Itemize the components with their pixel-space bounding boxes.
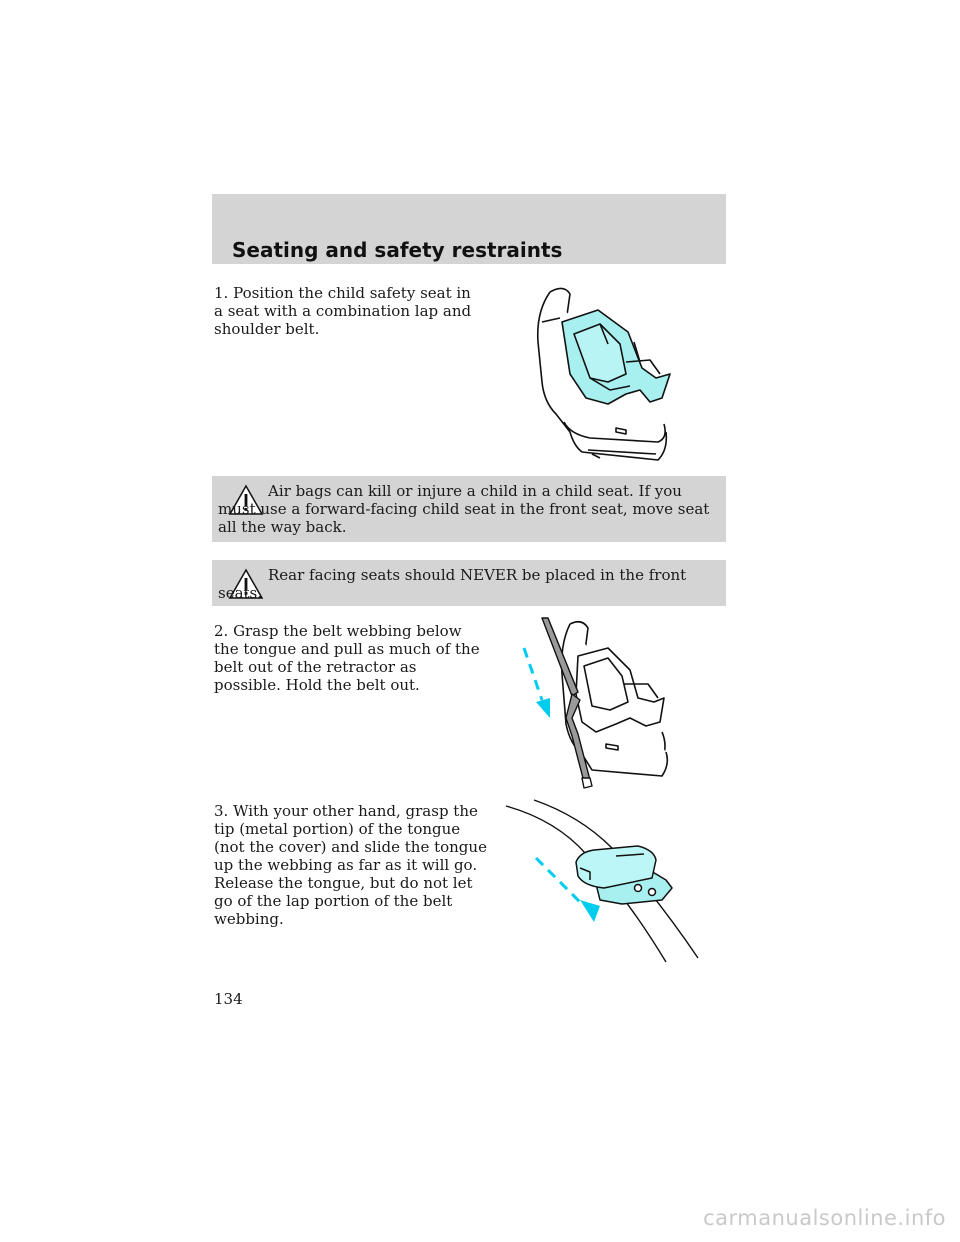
child-seat-belt-illustration-2: [520, 614, 680, 790]
section-title: Seating and safety restraints: [232, 238, 563, 262]
step-3-text: 3. With your other hand, grasp the tip (metal portion) of the tongue (not the cover) and slide the tongue up the webbing as far as it will go. Release the tongue, but do not let go of the lap portion of the belt webbing.: [214, 802, 487, 928]
step-2-text: 2. Grasp the belt webbing below the tongue and pull as much of the belt out of the retractor as possible. Hold the belt out.: [214, 622, 480, 694]
dashed-arrow-icon: [524, 648, 542, 700]
section-header: [212, 194, 726, 264]
watermark: carmanualsonline.info: [703, 1206, 946, 1230]
warning-text-rear-facing: Rear facing seats should NEVER be placed in the front seats.: [218, 566, 687, 602]
belt-tongue-illustration-3: [496, 796, 706, 966]
page-number: 134: [214, 990, 243, 1008]
warning-text-airbag: Air bags can kill or injure a child in a child seat. If you must use a forward-facing child seat in the front seat, move seat all the way back.: [218, 482, 710, 536]
step-1-text: 1. Position the child safety seat in a seat with a combination lap and shoulder belt.: [214, 284, 472, 338]
warning-box-airbag: [212, 476, 726, 542]
child-seat-illustration-1: [530, 282, 680, 464]
warning-box-rear-facing: [212, 560, 726, 606]
